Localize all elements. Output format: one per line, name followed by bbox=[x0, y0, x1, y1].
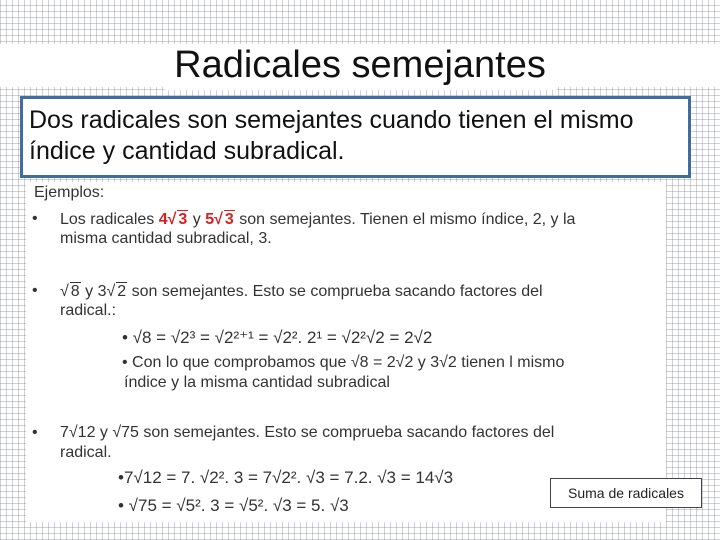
example-3-step-1: •7√12 = 7. √2². 3 = 7√2². √3 = 7.2. √3 = 14√3 bbox=[118, 468, 454, 487]
example-2-coef: 3 bbox=[97, 283, 107, 300]
example-1-coef-a: 4 bbox=[158, 211, 168, 228]
sqrt-3-a: √ 3 bbox=[167, 211, 188, 228]
bullet-1: • bbox=[32, 210, 38, 227]
example-3-step-2: • √75 = √5². 3 = √5². √3 = 5. √3 bbox=[118, 496, 349, 515]
example-2-text-a: son semejantes. Esto se comprueba sacando factores del bbox=[131, 283, 543, 300]
sqrt-2: √ 2 bbox=[106, 283, 127, 300]
example-2-line-2: radical.: bbox=[60, 302, 117, 319]
example-2-conclusion-b: índice y la misma cantidad subradical bbox=[124, 374, 390, 391]
sqrt-8: √ 8 bbox=[60, 283, 80, 300]
example-2-line-1 bbox=[60, 282, 543, 301]
example-3-line-1: 7√12 y √75 son semejantes. Esto se comprueba sacando factores del bbox=[60, 424, 555, 441]
example-3-line-2: radical. bbox=[60, 444, 112, 461]
sqrt-3-b: √ 3 bbox=[214, 211, 234, 228]
page-title: Radicales semejantes bbox=[0, 44, 720, 87]
definition-box bbox=[20, 96, 691, 178]
example-1-coef-b: 5 bbox=[205, 211, 215, 228]
examples-panel bbox=[26, 182, 666, 522]
example-2-y: y bbox=[85, 283, 94, 300]
example-2-step: • √8 = √2³ = √2²⁺¹ = √2². 2¹ = √2²√2 = 2√2 bbox=[122, 328, 433, 347]
example-1-text-a: Los radicales bbox=[60, 211, 155, 228]
suma-de-radicales-button[interactable]: Suma de radicales bbox=[550, 478, 702, 508]
example-1-line-2: misma cantidad subradical, 3. bbox=[60, 230, 272, 247]
example-1-text-b: son semejantes. Tienen el mismo índice, 2, y la bbox=[239, 211, 576, 228]
examples-heading: Ejemplos: bbox=[34, 184, 105, 201]
example-2-conclusion-a: • Con lo que comprobamos que √8 = 2√2 y 3√2 tienen l mismo bbox=[122, 354, 565, 371]
bullet-2: • bbox=[32, 282, 38, 299]
definition-text: Dos radicales son semejantes cuando tienen el mismo índice y cantidad subradical. bbox=[29, 106, 634, 165]
example-1-y: y bbox=[192, 211, 201, 228]
example-1-line-1 bbox=[60, 210, 575, 229]
bullet-3: • bbox=[32, 424, 38, 441]
